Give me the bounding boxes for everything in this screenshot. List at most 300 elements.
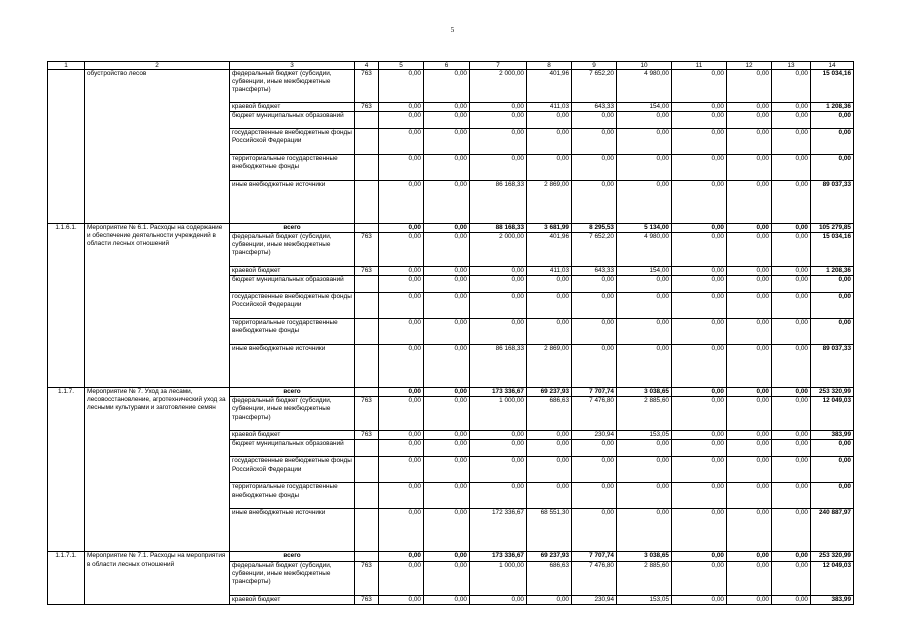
table-row (48, 70, 854, 103)
column-number: 1 (48, 62, 85, 70)
amount-cell: 0,00 (572, 293, 617, 319)
amount-cell: 0,00 (772, 457, 811, 483)
budget-code (355, 440, 379, 457)
amount-cell: 0,00 (772, 345, 811, 388)
amount-cell: 0,00 (772, 276, 811, 293)
funding-source: всего (230, 388, 355, 397)
amount-cell: 0,00 (527, 483, 572, 509)
budget-code (355, 112, 379, 129)
amount-cell: 0,00 (424, 103, 470, 112)
total-cell: 383,99 (811, 595, 854, 604)
amount-cell: 0,00 (772, 103, 811, 112)
amount-cell: 0,00 (772, 552, 811, 561)
budget-code (355, 509, 379, 552)
amount-cell: 7 652,20 (572, 233, 617, 267)
amount-cell: 0,00 (772, 595, 811, 604)
amount-cell: 0,00 (672, 552, 727, 561)
amount-cell: 0,00 (470, 595, 527, 604)
total-cell: 240 887,97 (811, 509, 854, 552)
column-number-row (48, 62, 854, 70)
amount-cell: 0,00 (379, 397, 424, 431)
amount-cell: 0,00 (672, 181, 727, 224)
amount-cell: 0,00 (672, 112, 727, 129)
amount-cell: 7 707,74 (572, 552, 617, 561)
amount-cell: 0,00 (617, 276, 672, 293)
table-row (48, 552, 854, 561)
column-number: 2 (85, 62, 230, 70)
amount-cell: 0,00 (379, 155, 424, 181)
amount-cell: 0,00 (379, 457, 424, 483)
amount-cell: 0,00 (572, 457, 617, 483)
total-cell: 0,00 (811, 483, 854, 509)
amount-cell: 0,00 (727, 397, 772, 431)
amount-cell: 0,00 (424, 397, 470, 431)
amount-cell: 0,00 (470, 112, 527, 129)
amount-cell: 0,00 (470, 129, 527, 155)
total-cell: 253 320,99 (811, 388, 854, 397)
budget-code (355, 483, 379, 509)
table-row (48, 224, 854, 233)
budget-code: 763 (355, 561, 379, 595)
column-number: 11 (672, 62, 727, 70)
amount-cell: 401,96 (527, 233, 572, 267)
total-cell: 0,00 (811, 112, 854, 129)
total-cell: 0,00 (811, 319, 854, 345)
amount-cell: 0,00 (470, 276, 527, 293)
amount-cell: 0,00 (672, 276, 727, 293)
amount-cell: 0,00 (527, 440, 572, 457)
total-cell: 89 037,33 (811, 345, 854, 388)
table-row (48, 388, 854, 397)
amount-cell: 0,00 (424, 457, 470, 483)
table-body (48, 62, 854, 605)
funding-source: федеральный бюджет (субсидии, субвенции, иные межбюджетные трансферты) (230, 397, 355, 431)
amount-cell: 0,00 (672, 457, 727, 483)
amount-cell: 0,00 (772, 431, 811, 440)
amount-cell: 0,00 (470, 103, 527, 112)
amount-cell: 173 336,67 (470, 388, 527, 397)
funding-source: иные внебюджетные источники (230, 181, 355, 224)
measure-code: 1.1.7.1. (48, 552, 85, 604)
amount-cell: 0,00 (727, 155, 772, 181)
funding-source: иные внебюджетные источники (230, 345, 355, 388)
amount-cell: 4 980,00 (617, 70, 672, 103)
amount-cell: 0,00 (727, 181, 772, 224)
total-cell: 0,00 (811, 129, 854, 155)
total-cell: 89 037,33 (811, 181, 854, 224)
amount-cell: 0,00 (772, 509, 811, 552)
amount-cell: 154,00 (617, 103, 672, 112)
amount-cell: 0,00 (424, 70, 470, 103)
amount-cell: 0,00 (772, 129, 811, 155)
budget-code: 763 (355, 103, 379, 112)
amount-cell: 0,00 (672, 431, 727, 440)
amount-cell: 0,00 (772, 388, 811, 397)
amount-cell: 2 885,60 (617, 561, 672, 595)
amount-cell: 0,00 (772, 224, 811, 233)
amount-cell: 0,00 (672, 293, 727, 319)
total-cell: 15 034,16 (811, 70, 854, 103)
amount-cell: 0,00 (672, 129, 727, 155)
amount-cell: 0,00 (527, 293, 572, 319)
funding-source: бюджет муниципальных образований (230, 440, 355, 457)
amount-cell: 0,00 (470, 431, 527, 440)
amount-cell: 86 168,33 (470, 345, 527, 388)
column-number: 7 (470, 62, 527, 70)
amount-cell: 0,00 (379, 181, 424, 224)
amount-cell: 0,00 (727, 388, 772, 397)
amount-cell: 686,63 (527, 397, 572, 431)
amount-cell: 173 336,67 (470, 552, 527, 561)
amount-cell: 0,00 (772, 233, 811, 267)
amount-cell: 643,33 (572, 103, 617, 112)
amount-cell: 0,00 (727, 129, 772, 155)
column-number: 8 (527, 62, 572, 70)
funding-source: краевой бюджет (230, 103, 355, 112)
column-number: 5 (379, 62, 424, 70)
amount-cell: 0,00 (672, 155, 727, 181)
amount-cell: 0,00 (672, 319, 727, 345)
budget-code (355, 181, 379, 224)
amount-cell: 0,00 (727, 70, 772, 103)
amount-cell: 0,00 (572, 129, 617, 155)
budget-code (355, 388, 379, 397)
amount-cell: 0,00 (379, 388, 424, 397)
amount-cell: 0,00 (424, 509, 470, 552)
amount-cell: 0,00 (379, 595, 424, 604)
amount-cell: 0,00 (470, 267, 527, 276)
total-cell: 105 279,85 (811, 224, 854, 233)
amount-cell: 7 476,80 (572, 561, 617, 595)
amount-cell: 7 707,74 (572, 388, 617, 397)
amount-cell: 2 869,00 (527, 181, 572, 224)
amount-cell: 0,00 (672, 561, 727, 595)
amount-cell: 0,00 (572, 155, 617, 181)
amount-cell: 0,00 (424, 233, 470, 267)
amount-cell: 0,00 (727, 112, 772, 129)
amount-cell: 3 038,65 (617, 388, 672, 397)
amount-cell: 0,00 (617, 155, 672, 181)
amount-cell: 0,00 (379, 509, 424, 552)
amount-cell: 0,00 (772, 155, 811, 181)
amount-cell: 0,00 (424, 345, 470, 388)
amount-cell: 0,00 (772, 397, 811, 431)
budget-code (355, 319, 379, 345)
amount-cell: 0,00 (672, 233, 727, 267)
amount-cell: 0,00 (424, 483, 470, 509)
amount-cell: 0,00 (672, 595, 727, 604)
amount-cell: 0,00 (772, 267, 811, 276)
column-number: 12 (727, 62, 772, 70)
amount-cell: 0,00 (379, 561, 424, 595)
budget-code (355, 155, 379, 181)
total-cell: 12 049,03 (811, 397, 854, 431)
amount-cell: 0,00 (379, 233, 424, 267)
amount-cell: 0,00 (424, 431, 470, 440)
total-cell: 12 049,03 (811, 561, 854, 595)
amount-cell: 411,03 (527, 267, 572, 276)
funding-source: территориальные государственные внебюджетные фонды (230, 155, 355, 181)
amount-cell: 0,00 (772, 483, 811, 509)
amount-cell: 0,00 (672, 267, 727, 276)
total-cell: 1 208,36 (811, 267, 854, 276)
total-cell: 253 320,99 (811, 552, 854, 561)
amount-cell: 0,00 (672, 388, 727, 397)
amount-cell: 0,00 (379, 103, 424, 112)
column-number: 14 (811, 62, 854, 70)
amount-cell: 86 168,33 (470, 181, 527, 224)
amount-cell: 0,00 (527, 431, 572, 440)
measure-title: Мероприятие № 7.1. Расходы на мероприятия в области лесных отношений (85, 552, 230, 604)
amount-cell: 0,00 (572, 276, 617, 293)
amount-cell: 401,96 (527, 70, 572, 103)
measure-code: 1.1.6.1. (48, 224, 85, 388)
amount-cell: 0,00 (379, 276, 424, 293)
amount-cell: 4 980,00 (617, 233, 672, 267)
measure-code (48, 70, 85, 224)
amount-cell: 0,00 (617, 509, 672, 552)
amount-cell: 0,00 (772, 293, 811, 319)
budget-code (355, 457, 379, 483)
amount-cell: 0,00 (379, 293, 424, 319)
budget-code (355, 293, 379, 319)
amount-cell: 411,03 (527, 103, 572, 112)
amount-cell: 0,00 (727, 552, 772, 561)
amount-cell: 0,00 (727, 345, 772, 388)
total-cell: 0,00 (811, 276, 854, 293)
funding-source: всего (230, 224, 355, 233)
amount-cell: 1 000,00 (470, 561, 527, 595)
funding-source: краевой бюджет (230, 431, 355, 440)
amount-cell: 0,00 (617, 345, 672, 388)
amount-cell: 0,00 (572, 345, 617, 388)
amount-cell: 0,00 (727, 233, 772, 267)
amount-cell: 0,00 (424, 293, 470, 319)
amount-cell: 0,00 (617, 129, 672, 155)
amount-cell: 0,00 (424, 155, 470, 181)
amount-cell: 686,63 (527, 561, 572, 595)
amount-cell: 69 237,93 (527, 552, 572, 561)
amount-cell: 0,00 (727, 431, 772, 440)
amount-cell: 0,00 (727, 293, 772, 319)
amount-cell: 643,33 (572, 267, 617, 276)
amount-cell: 0,00 (727, 224, 772, 233)
page-number: 5 (450, 26, 455, 34)
amount-cell: 0,00 (672, 103, 727, 112)
amount-cell: 0,00 (772, 561, 811, 595)
amount-cell: 0,00 (527, 112, 572, 129)
amount-cell: 0,00 (424, 595, 470, 604)
amount-cell: 153,05 (617, 431, 672, 440)
amount-cell: 1 000,00 (470, 397, 527, 431)
amount-cell: 0,00 (379, 483, 424, 509)
funding-source: краевой бюджет (230, 595, 355, 604)
funding-source: федеральный бюджет (субсидии, субвенции, иные межбюджетные трансферты) (230, 70, 355, 103)
amount-cell: 0,00 (572, 319, 617, 345)
amount-cell: 0,00 (772, 70, 811, 103)
budget-code: 763 (355, 70, 379, 103)
amount-cell: 0,00 (672, 70, 727, 103)
amount-cell: 0,00 (379, 552, 424, 561)
column-number: 13 (772, 62, 811, 70)
column-number: 6 (424, 62, 470, 70)
amount-cell: 0,00 (470, 293, 527, 319)
amount-cell: 8 295,53 (572, 224, 617, 233)
amount-cell: 0,00 (424, 552, 470, 561)
amount-cell: 0,00 (727, 483, 772, 509)
funding-source: всего (230, 552, 355, 561)
amount-cell: 0,00 (424, 224, 470, 233)
amount-cell: 172 336,67 (470, 509, 527, 552)
measure-title: обустройство лесов (85, 70, 230, 224)
amount-cell: 0,00 (379, 70, 424, 103)
column-number: 4 (355, 62, 379, 70)
amount-cell: 0,00 (424, 267, 470, 276)
budget-code: 763 (355, 595, 379, 604)
funding-source: краевой бюджет (230, 267, 355, 276)
amount-cell: 0,00 (379, 112, 424, 129)
amount-cell: 5 134,00 (617, 224, 672, 233)
budget-table (47, 61, 854, 605)
amount-cell: 7 652,20 (572, 70, 617, 103)
amount-cell: 0,00 (379, 319, 424, 345)
amount-cell: 0,00 (527, 457, 572, 483)
amount-cell: 0,00 (470, 155, 527, 181)
budget-code (355, 345, 379, 388)
column-number: 9 (572, 62, 617, 70)
amount-cell: 0,00 (424, 129, 470, 155)
amount-cell: 0,00 (617, 440, 672, 457)
amount-cell: 153,05 (617, 595, 672, 604)
amount-cell: 88 168,33 (470, 224, 527, 233)
budget-code (355, 276, 379, 293)
budget-code (355, 552, 379, 561)
amount-cell: 0,00 (424, 440, 470, 457)
column-number: 3 (230, 62, 355, 70)
amount-cell: 0,00 (379, 431, 424, 440)
amount-cell: 0,00 (617, 483, 672, 509)
amount-cell: 68 551,30 (527, 509, 572, 552)
amount-cell: 2 000,00 (470, 70, 527, 103)
amount-cell: 0,00 (772, 319, 811, 345)
amount-cell: 0,00 (772, 112, 811, 129)
amount-cell: 0,00 (572, 483, 617, 509)
amount-cell: 0,00 (527, 155, 572, 181)
amount-cell: 0,00 (572, 112, 617, 129)
amount-cell: 0,00 (772, 440, 811, 457)
total-cell: 0,00 (811, 293, 854, 319)
amount-cell: 0,00 (424, 112, 470, 129)
measure-title: Мероприятие № 7. Уход за лесами, лесовосстановление, агротехнический уход за лесными культурами и заготовление семян (85, 388, 230, 552)
amount-cell: 0,00 (672, 397, 727, 431)
amount-cell: 0,00 (727, 595, 772, 604)
funding-source: территориальные государственные внебюджетные фонды (230, 483, 355, 509)
total-cell: 0,00 (811, 155, 854, 181)
budget-code: 763 (355, 233, 379, 267)
amount-cell: 2 000,00 (470, 233, 527, 267)
amount-cell: 0,00 (617, 319, 672, 345)
amount-cell: 0,00 (424, 276, 470, 293)
measure-title: Мероприятие № 6.1. Расходы на содержание и обеспечение деятельности учреждений в области лесных отношений (85, 224, 230, 388)
funding-source: государственные внебюджетные фонды Российской Федерации (230, 457, 355, 483)
amount-cell: 0,00 (572, 181, 617, 224)
amount-cell: 0,00 (617, 457, 672, 483)
amount-cell: 0,00 (727, 440, 772, 457)
amount-cell: 0,00 (727, 457, 772, 483)
funding-source: государственные внебюджетные фонды Российской Федерации (230, 129, 355, 155)
total-cell: 0,00 (811, 440, 854, 457)
total-cell: 15 034,16 (811, 233, 854, 267)
amount-cell: 0,00 (379, 440, 424, 457)
amount-cell: 0,00 (527, 595, 572, 604)
amount-cell: 0,00 (379, 345, 424, 388)
amount-cell: 0,00 (379, 129, 424, 155)
amount-cell: 0,00 (617, 181, 672, 224)
funding-source: федеральный бюджет (субсидии, субвенции, иные межбюджетные трансферты) (230, 561, 355, 595)
amount-cell: 0,00 (424, 319, 470, 345)
amount-cell: 0,00 (527, 276, 572, 293)
amount-cell: 2 869,00 (527, 345, 572, 388)
amount-cell: 230,94 (572, 431, 617, 440)
budget-code (355, 129, 379, 155)
amount-cell: 230,94 (572, 595, 617, 604)
amount-cell: 0,00 (727, 267, 772, 276)
funding-source: территориальные государственные внебюджетные фонды (230, 319, 355, 345)
amount-cell: 0,00 (672, 224, 727, 233)
funding-source: иные внебюджетные источники (230, 509, 355, 552)
amount-cell: 0,00 (727, 276, 772, 293)
budget-code: 763 (355, 267, 379, 276)
budget-code (355, 224, 379, 233)
measure-code: 1.1.7. (48, 388, 85, 552)
amount-cell: 0,00 (572, 440, 617, 457)
column-number: 10 (617, 62, 672, 70)
amount-cell: 154,00 (617, 267, 672, 276)
budget-code: 763 (355, 431, 379, 440)
amount-cell: 0,00 (470, 319, 527, 345)
amount-cell: 0,00 (470, 440, 527, 457)
amount-cell: 0,00 (527, 319, 572, 345)
funding-source: государственные внебюджетные фонды Российской Федерации (230, 293, 355, 319)
amount-cell: 7 476,80 (572, 397, 617, 431)
amount-cell: 69 237,93 (527, 388, 572, 397)
amount-cell: 0,00 (572, 509, 617, 552)
amount-cell: 0,00 (617, 293, 672, 319)
amount-cell: 0,00 (379, 224, 424, 233)
amount-cell: 0,00 (727, 509, 772, 552)
amount-cell: 0,00 (527, 129, 572, 155)
amount-cell: 0,00 (672, 345, 727, 388)
budget-code: 763 (355, 397, 379, 431)
amount-cell: 0,00 (379, 267, 424, 276)
amount-cell: 2 885,60 (617, 397, 672, 431)
amount-cell: 3 681,99 (527, 224, 572, 233)
amount-cell: 0,00 (672, 483, 727, 509)
amount-cell: 0,00 (727, 561, 772, 595)
amount-cell: 0,00 (772, 181, 811, 224)
amount-cell: 0,00 (672, 509, 727, 552)
amount-cell: 0,00 (424, 388, 470, 397)
amount-cell: 0,00 (727, 319, 772, 345)
amount-cell: 0,00 (617, 112, 672, 129)
amount-cell: 0,00 (470, 457, 527, 483)
amount-cell: 0,00 (424, 181, 470, 224)
total-cell: 1 208,36 (811, 103, 854, 112)
amount-cell: 0,00 (424, 561, 470, 595)
amount-cell: 0,00 (727, 103, 772, 112)
total-cell: 383,99 (811, 431, 854, 440)
amount-cell: 0,00 (672, 440, 727, 457)
